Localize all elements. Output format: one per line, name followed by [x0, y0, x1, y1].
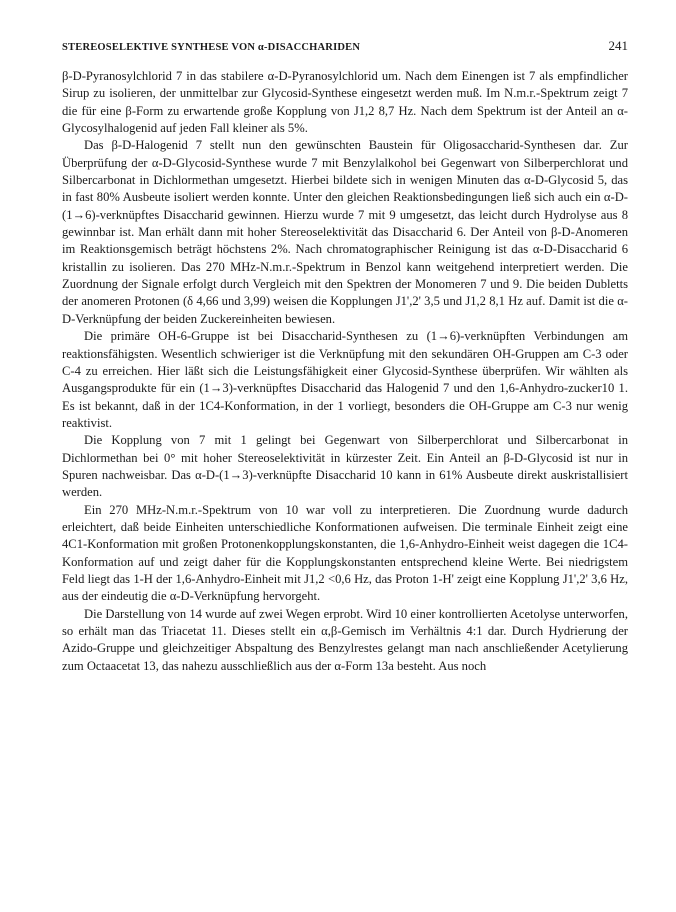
- paragraph-3: Die primäre OH-6-Gruppe ist bei Disaccharid-Synthesen zu (1→6)-verknüpften Verbindungen am reaktionsfähigsten. Wesentlich schwieriger ist die Verknüpfung mit den sekundären OH-Gruppen am C-3 oder C-4 zu erreichen. Hier läßt sich die Leistungsfähigkeit einer Glycosid-Synthese überprüfen. Wir wählten als Ausgangsprodukte für ein (1→3)-verknüpftes Disaccharid das Halogenid 7 und den 1,6-Anhydro-zucker10 1. Es ist bekannt, daß in der 1C4-Konformation, in der 1 vorliegt, besonders die OH-Gruppe am C-3 nur wenig reaktivist.: [62, 329, 628, 430]
- paragraph-5: Ein 270 MHz-N.m.r.-Spektrum von 10 war voll zu interpretieren. Die Zuordnung wurde dadurch erleichtert, daß beide Einheiten unterschiedliche Konformationen aufweisen. Die terminale Einheit zeigt eine 4C1-Konformation mit großen Protonenkopplungskonstanten, die 1,6-Anhydro-Einheit weist dagegen die 1C4-Konformation auf und zeigt daher für die Kopplungskonstanten entsprechend kleine Werte. Bei niedrigstem Feld liegt das 1-H der 1,6-Anhydro-Einheit mit J1,2 <0,6 Hz, das Proton 1-H' zeigt eine Kopplung J1',2' 3,6 Hz, aus der eindeutig die α-D-Verknüpfung hervorgeht.: [62, 502, 628, 604]
- paragraph-6: Die Darstellung von 14 wurde auf zwei Wegen erprobt. Wird 10 einer kontrollierten Acetolyse unterworfen, so erhält man das Triacetat 11. Dieses stellt ein α,β-Gemisch im Verhältnis 4:1 dar. Durch Hydrierung der Azido-Gruppe und gleichzeitiger Abspaltung des Benzylrestes gelangt man nach anschließender Acetylierung zum Octaacetat 13, das nahezu ausschließlich aus der α-Form 13a besteht. Aus noch: [62, 606, 628, 673]
- paragraph-1: β-D-Pyranosylchlorid 7 in das stabilere α-D-Pyranosylchlorid um. Nach dem Einengen ist 7 als empfindlicher Sirup zu isolieren, der unmittelbar zur Glycosid-Synthese eingesetzt werden muß. Im N.m.r.-Spektrum zeigt 7 die für eine β-Form zu erwartende große Kopplung von J1,2 8,7 Hz. Nach dem Spektrum ist der Anteil an α-Glycosylhalogenid auf jeden Fall kleiner als 5%.: [62, 69, 628, 136]
- page-number: 241: [608, 38, 628, 53]
- running-title: STEREOSELEKTIVE SYNTHESE VON α-DISACCHARIDEN: [62, 42, 361, 53]
- running-header: [62, 38, 628, 62]
- body-text: [62, 68, 628, 675]
- paragraph-4: Die Kopplung von 7 mit 1 gelingt bei Gegenwart von Silberperchlorat und Silbercarbonat in Dichlormethan bei 0° mit hoher Stereoselektivität in kürzester Zeit. Ein Anteil an β-D-Glycosid ist nur in Spuren nachweisbar. Das α-D-(1→3)-verknüpfte Disaccharid 10 kann in 61% Ausbeute direkt auskristallisiert werden.: [62, 433, 628, 500]
- journal-page: [62, 38, 628, 675]
- paragraph-2: Das β-D-Halogenid 7 stellt nun den gewünschten Baustein für Oligosaccharid-Synthesen dar. Zur Überprüfung der α-D-Glycosid-Synthese wurde 7 mit Benzylalkohol bei Gegenwart von Silberperchlorat und Silbercarbonat in Dichlormethan umgesetzt. Hierbei bildete sich in wenigen Minuten das α-D-Glycosid 5, das in fast 80% Ausbeute isoliert werden konnte. Unter den gleichen Reaktionsbedingungen ließ sich auch ein α-D-(1→6)-verknüpftes Disaccharid gewinnen. Hierzu wurde 7 mit 9 umgesetzt, das leicht durch Hydrolyse aus 8 gewinnbar ist. Man erhält dann mit hoher Stereoselektivität das Disaccharid 6. Der Anteil von β-D-Anomeren im Reaktionsgemisch beträgt höchstens 2%. Nach chromatographischer Reinigung ist das α-D-Disaccharid 6 kristallin zu isolieren. Das 270 MHz-N.m.r.-Spektrum in Benzol kann weitgehend interpretiert werden. Die Zuordnung der Signale erfolgt durch Vergleich mit den Spektren der Monomeren 7 und 9. Die beiden Dubletts der anomeren Protonen (δ 4,66 und 3,99) weisen die Kopplungen J1',2' 3,5 und J1,2 8,1 Hz auf. Damit ist die α-D-Verknüpfung der beiden Zuckereinheiten bewiesen.: [62, 138, 628, 326]
